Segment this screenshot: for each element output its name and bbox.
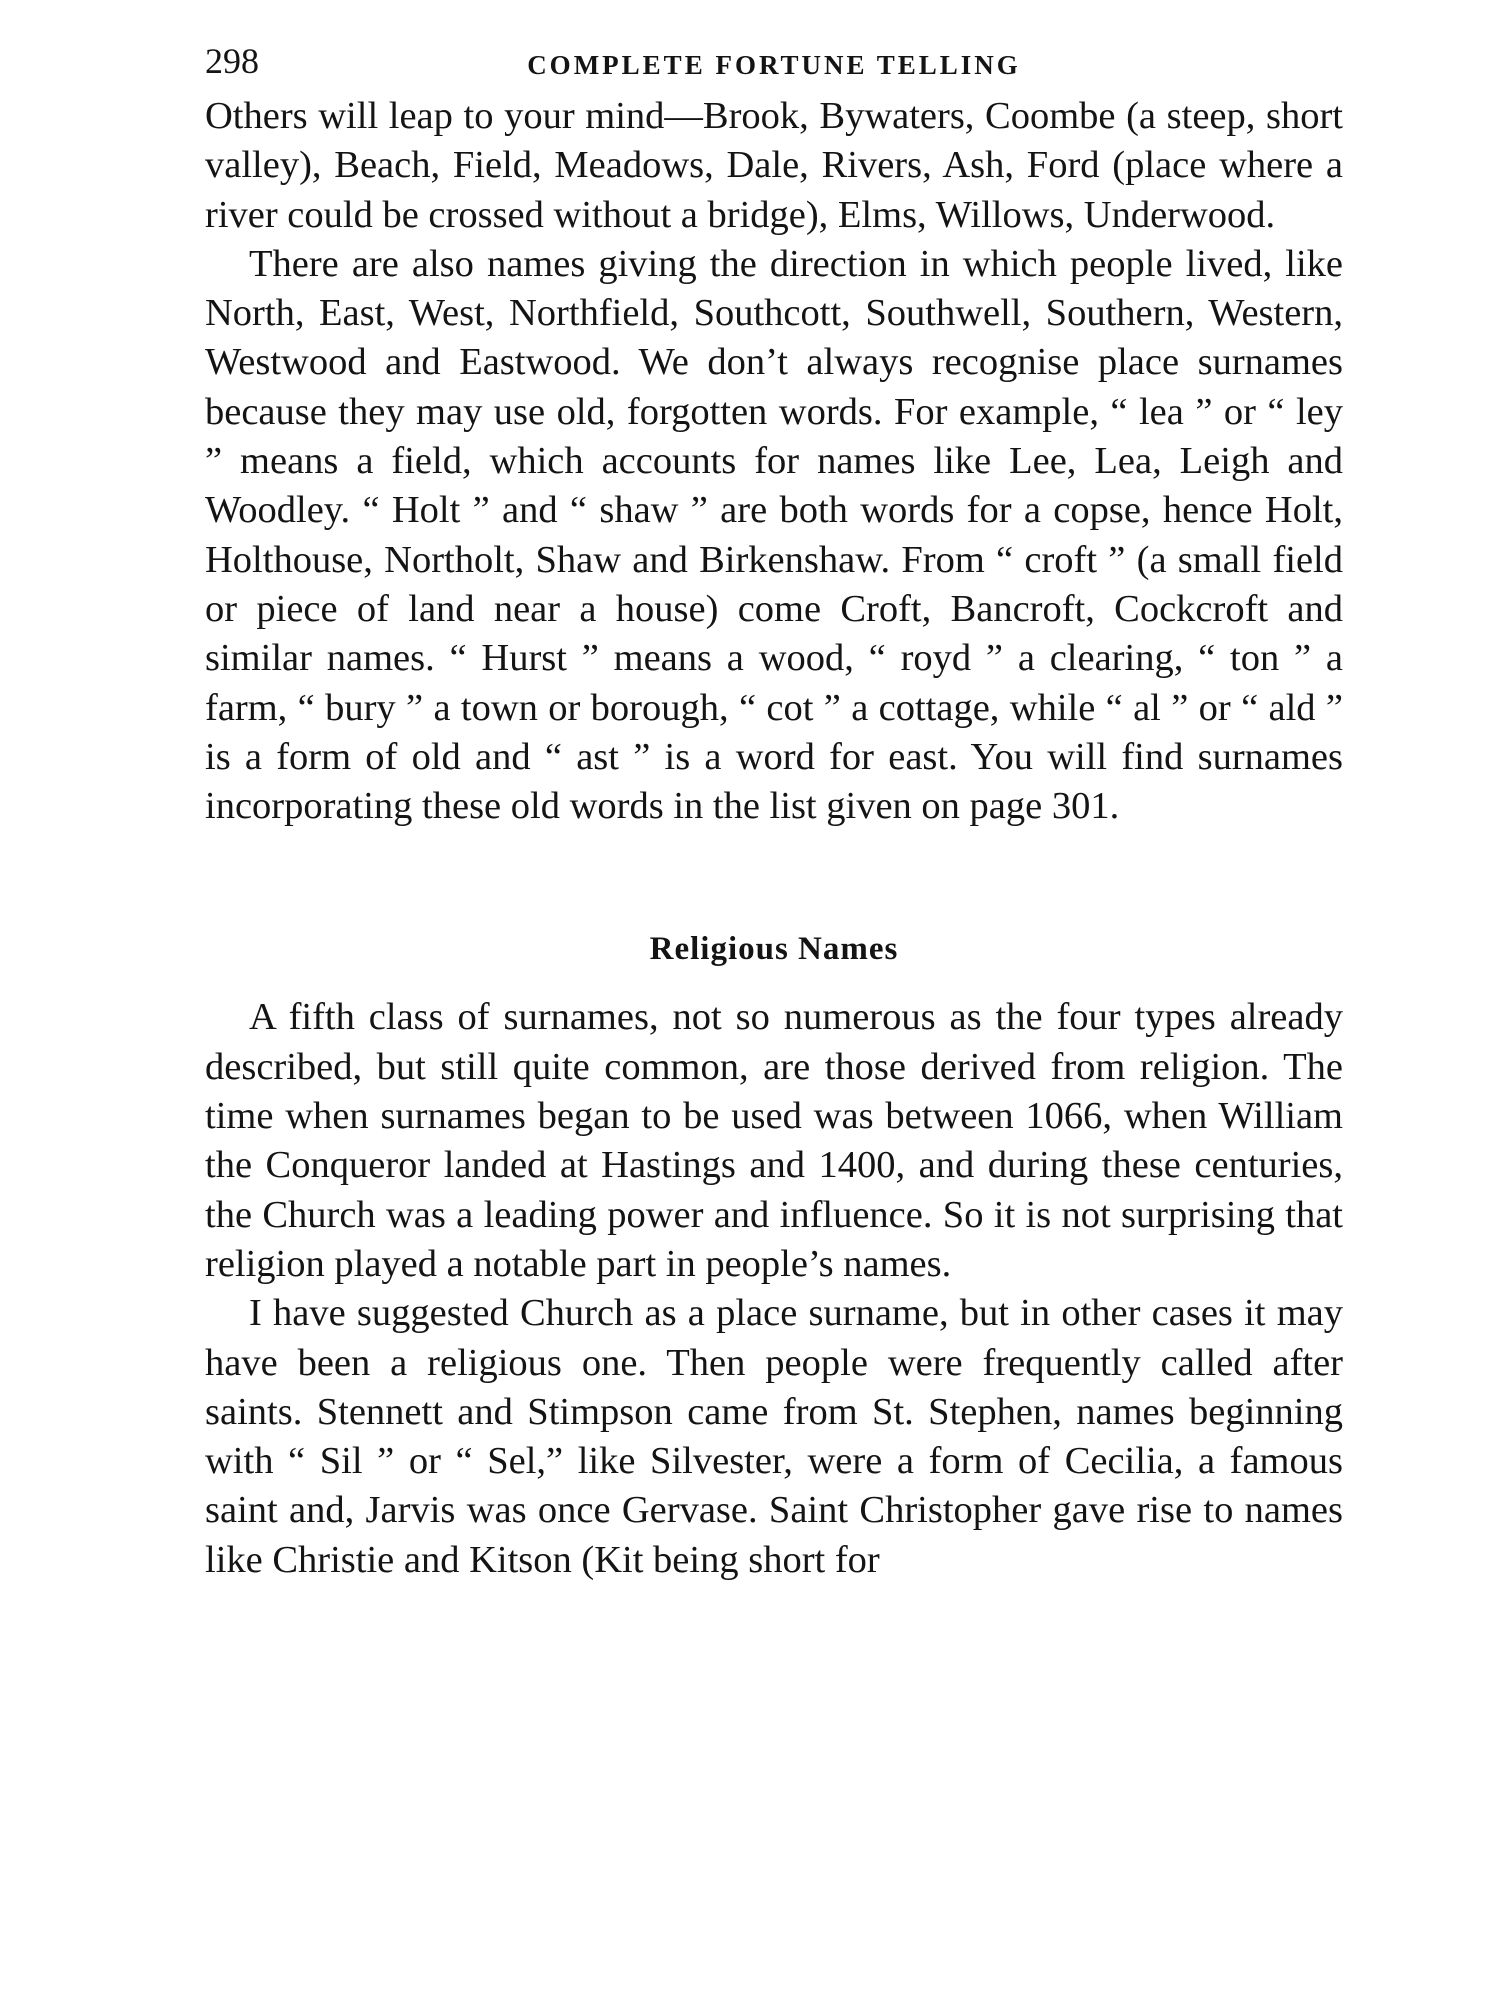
paragraph-religious-intro: A fifth class of surnames, not so numerous as the four types already described, but still quite common, are those derived from religion. The time when surnames began to be used was between 1066, when William the Conqueror landed at Hastings and 1400, and during these centuries, the Church was a leading power and influence. So it is not surprising that religion played a notable part in people’s names. xyxy=(205,996,1343,1285)
book-page xyxy=(205,36,1343,1585)
body-text xyxy=(205,92,1343,1585)
section-heading-religious-names: Religious Names xyxy=(649,931,899,968)
paragraph-direction-names: There are also names giving the direction in which people lived, like North, East, West, Northfield, Southcott, Southwell, Southern, Western, Westwood and Eastwood. We don’t always recognise place surnames because they may use old, forgotten words. For example, “ lea ” or “ ley ” means a field, which accounts for names like Lee, Lea, Leigh and Woodley. “ Holt ” and “ shaw ” are both words for a copse, hence Holt, Holthouse, Northolt, Shaw and Birkenshaw. From “ croft ” (a small field or piece of land near a house) come Croft, Bancroft, Cockcroft and similar names. “ Hurst ” means a wood, “ royd ” a clearing, “ ton ” a farm, “ bury ” a town or borough, “ cot ” a cottage, while “ al ” or “ ald ” is a form of old and “ ast ” is a word for east. You will find surnames incorporating these old words in the list given on page 301. xyxy=(205,242,1343,828)
page-number: 298 xyxy=(205,41,259,81)
book-title: COMPLETE FORTUNE TELLING xyxy=(527,50,1021,80)
running-head xyxy=(205,36,1343,86)
paragraph-place-names-continued: Others will leap to your mind—Brook, Bywaters, Coombe (a steep, short valley), Beach, Field, Meadows, Dale, Rivers, Ash, Ford (place where a river could be crossed without a bridge), Elms, Willows, Underwood. xyxy=(205,95,1343,236)
paragraph-saint-names: I have suggested Church as a place surname, but in other cases it may have been a religious one. Then people were frequently called after saints. Stennett and Stimpson came from St. Stephen, names beginning with “ Sil ” or “ Sel,” like Silvester, were a form of Cecilia, a famous saint and, Jarvis was once Gervase. Saint Christopher gave rise to names like Christie and Kitson (Kit being short for xyxy=(205,1292,1343,1581)
